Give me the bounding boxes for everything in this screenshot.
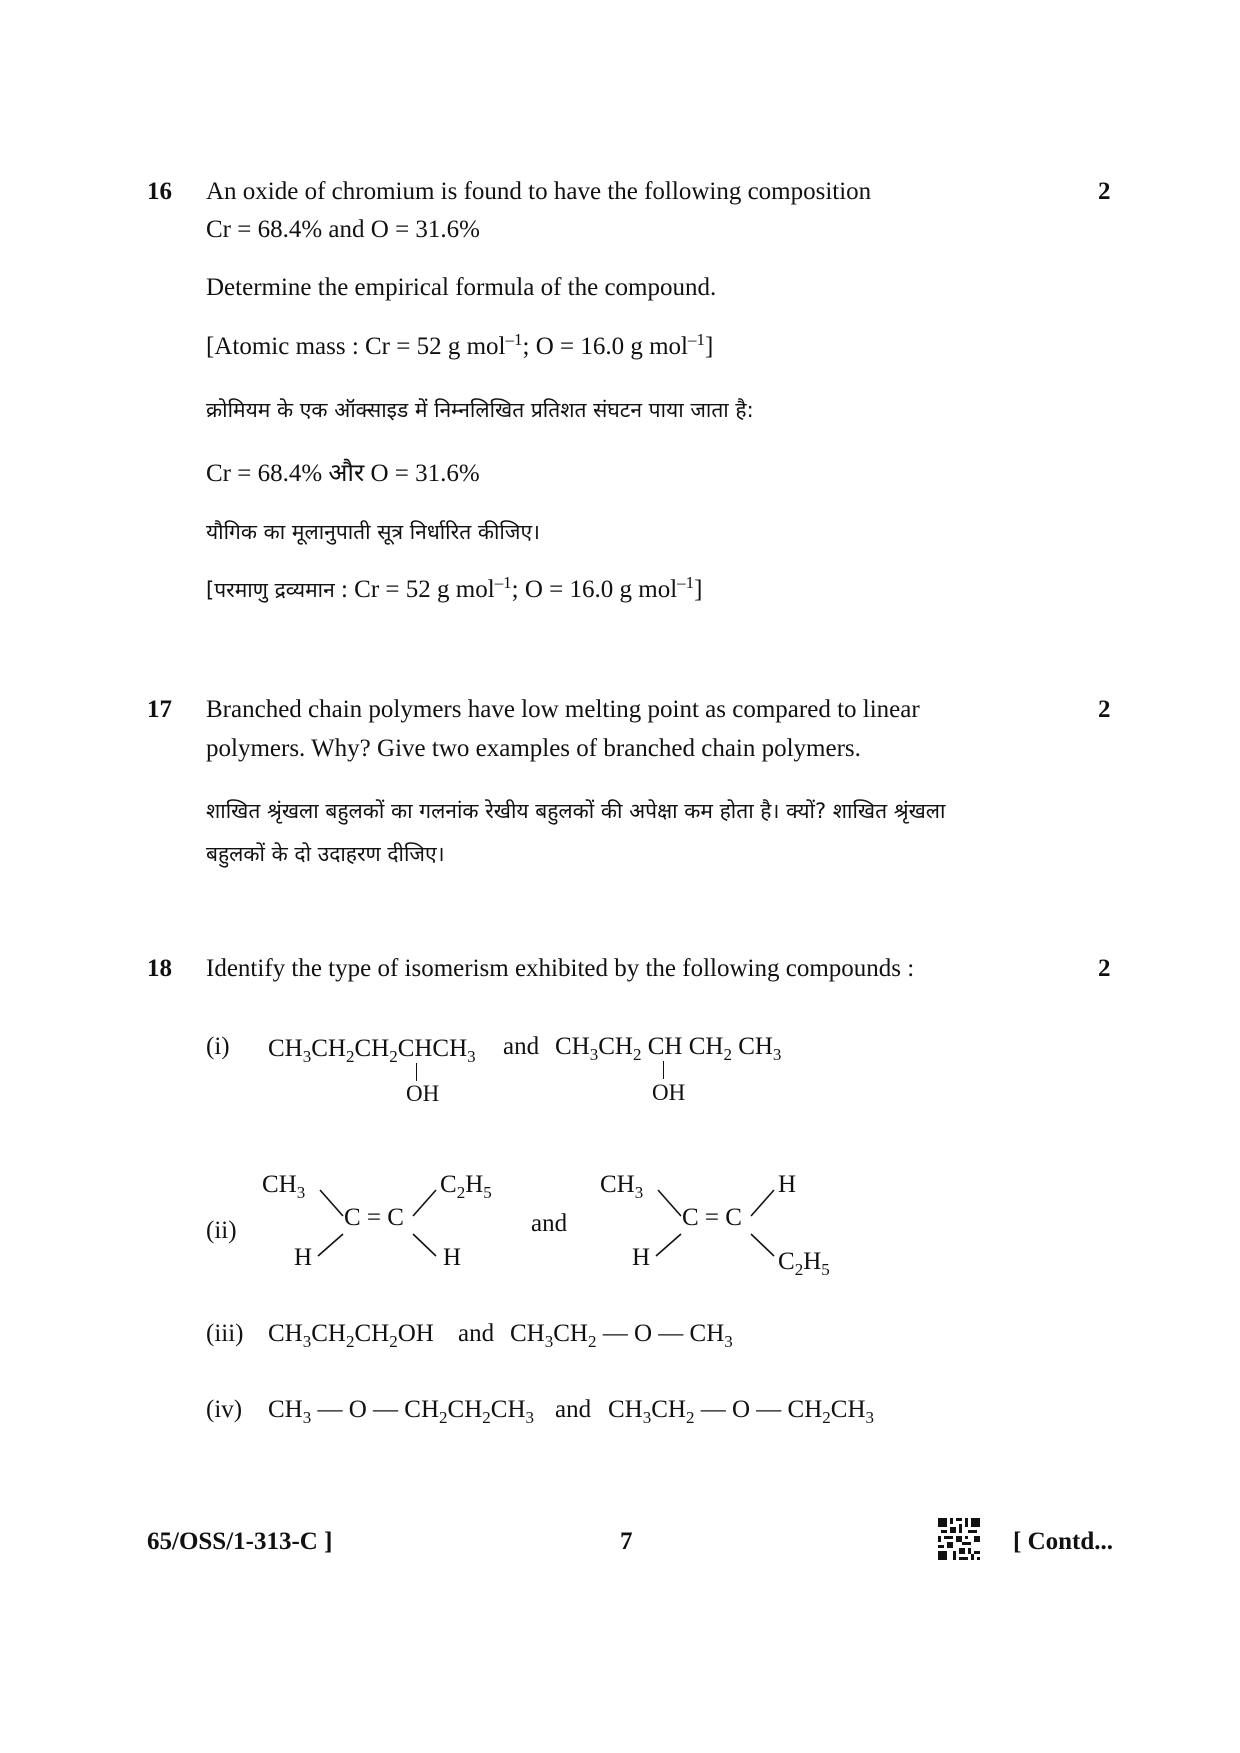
q18-label-iv: (iv) <box>206 1396 243 1423</box>
q16-hindi-line2: Cr = 68.4% और O = 31.6% <box>206 460 480 487</box>
marks-18: 2 <box>1098 955 1111 982</box>
q16-atomic-a: [Atomic mass : Cr = 52 g mol <box>206 333 506 360</box>
question-number-16: 16 <box>147 178 172 205</box>
question-number-18: 18 <box>147 955 172 982</box>
q18-ii-right-h-bottom: H <box>632 1244 651 1271</box>
q18-i-right-formula: $CH_3CH_2$ CH $CH_2$ $CH_3$ <box>555 1033 782 1064</box>
q18-label-i: (i) <box>206 1033 230 1060</box>
q16-hindi-line1: क्रोमियम के एक ऑक्साइड में निम्नलिखित प्रतिशत संघटन पाया जाता है: <box>206 398 754 422</box>
q16-hi-atomic-label: [परमाणु द्रव्यमान <box>206 578 335 602</box>
q18-label-ii: (ii) <box>206 1217 237 1244</box>
q16-atomic-c: ] <box>705 333 714 360</box>
q18-ii-right-ch3: $CH_3$ <box>600 1171 644 1202</box>
q16-hi-exp-1: –1 <box>494 573 512 592</box>
q18-iii-right-formula: $CH_3CH_2$ — O — $CH_3$ <box>510 1320 733 1351</box>
q18-i-left-bond <box>416 1063 417 1081</box>
q16-exp-1: –1 <box>505 330 523 349</box>
q17-hindi-line1: शाखित श्रृंखला बहुलकों का गलनांक रेखीय बहुलकों की अपेक्षा कम होता है। क्यों? शाखित श्रृंखला <box>206 799 946 823</box>
q18-iv-left-formula: $CH_3$ — O — $CH_2CH_2CH_3$ <box>268 1396 534 1427</box>
q16-hindi-line3: यौगिक का मूलानुपाती सूत्र निर्धारित कीजिए। <box>206 520 541 544</box>
continued-label: [ Contd... <box>1013 1528 1114 1555</box>
q17-hindi-line2: बहुलकों के दो उदाहरण दीजिए। <box>206 842 445 866</box>
question-number-17: 17 <box>147 696 172 723</box>
q18-label-iii: (iii) <box>206 1320 244 1347</box>
q18-text: Identify the type of isomerism exhibited by the following compounds : <box>206 955 915 982</box>
q18-ii-right-c2h5: $C_2H_5$ <box>778 1248 830 1279</box>
q18-ii-left-h1: H <box>294 1244 313 1271</box>
paper-code: 65/OSS/1-313-C ] <box>147 1528 333 1555</box>
q18-iv-and: and <box>555 1396 592 1423</box>
q18-ii-and: and <box>531 1210 568 1237</box>
q18-ii-left-ceqc: C = C <box>344 1204 404 1231</box>
q16-atomic-b: ; O = 16.0 g mol <box>522 333 688 360</box>
q18-ii-right-ceqc: C = C <box>682 1204 742 1231</box>
marks-17: 2 <box>1098 696 1111 723</box>
q18-ii-right-structure <box>588 1165 848 1290</box>
q18-iv-right-formula: $CH_3CH_2$ — O — $CH_2CH_3$ <box>608 1396 874 1427</box>
q18-ii-left-structure <box>250 1165 510 1290</box>
q16-hi-atomic-c: ] <box>694 576 703 603</box>
q16-hindi-atomic-mass <box>206 573 703 604</box>
q16-text-line2: Cr = 68.4% and O = 31.6% <box>206 216 480 243</box>
q18-i-and: and <box>503 1033 540 1060</box>
page-number: 7 <box>620 1528 633 1555</box>
q18-iii-left-formula: $CH_3CH_2CH_2OH$ <box>268 1320 434 1351</box>
q16-text-line3: Determine the empirical formula of the compound. <box>206 274 717 301</box>
q16-hi-atomic-b: ; O = 16.0 g mol <box>511 576 678 603</box>
q18-iii-and: and <box>458 1320 495 1347</box>
q17-text-line2: polymers. Why? Give two examples of branched chain polymers. <box>206 735 861 762</box>
q16-text-line1: An oxide of chromium is found to have the following composition <box>206 178 872 205</box>
q16-atomic-mass <box>206 330 714 361</box>
q18-i-right-bond <box>663 1061 664 1079</box>
q18-ii-left-c2h5: $C_2H_5$ <box>440 1171 492 1202</box>
marks-16: 2 <box>1098 178 1111 205</box>
q18-i-left-formula: $CH_3CH_2CH_2CHCH_3$ <box>268 1035 476 1066</box>
qr-code-icon <box>938 1518 980 1560</box>
q16-hi-exp-2: –1 <box>677 573 695 592</box>
q17-text-line1: Branched chain polymers have low melting point as compared to linear <box>206 696 920 723</box>
q18-ii-right-h-top: H <box>778 1171 797 1198</box>
q18-i-left-oh: OH <box>406 1081 440 1106</box>
q18-ii-left-ch3: $CH_3$ <box>262 1171 306 1202</box>
q18-ii-left-h2: H <box>443 1244 462 1271</box>
q18-i-right-oh: OH <box>652 1080 686 1105</box>
q16-hi-atomic-a: : Cr = 52 g mol <box>334 576 495 603</box>
q16-exp-2: –1 <box>688 330 705 349</box>
